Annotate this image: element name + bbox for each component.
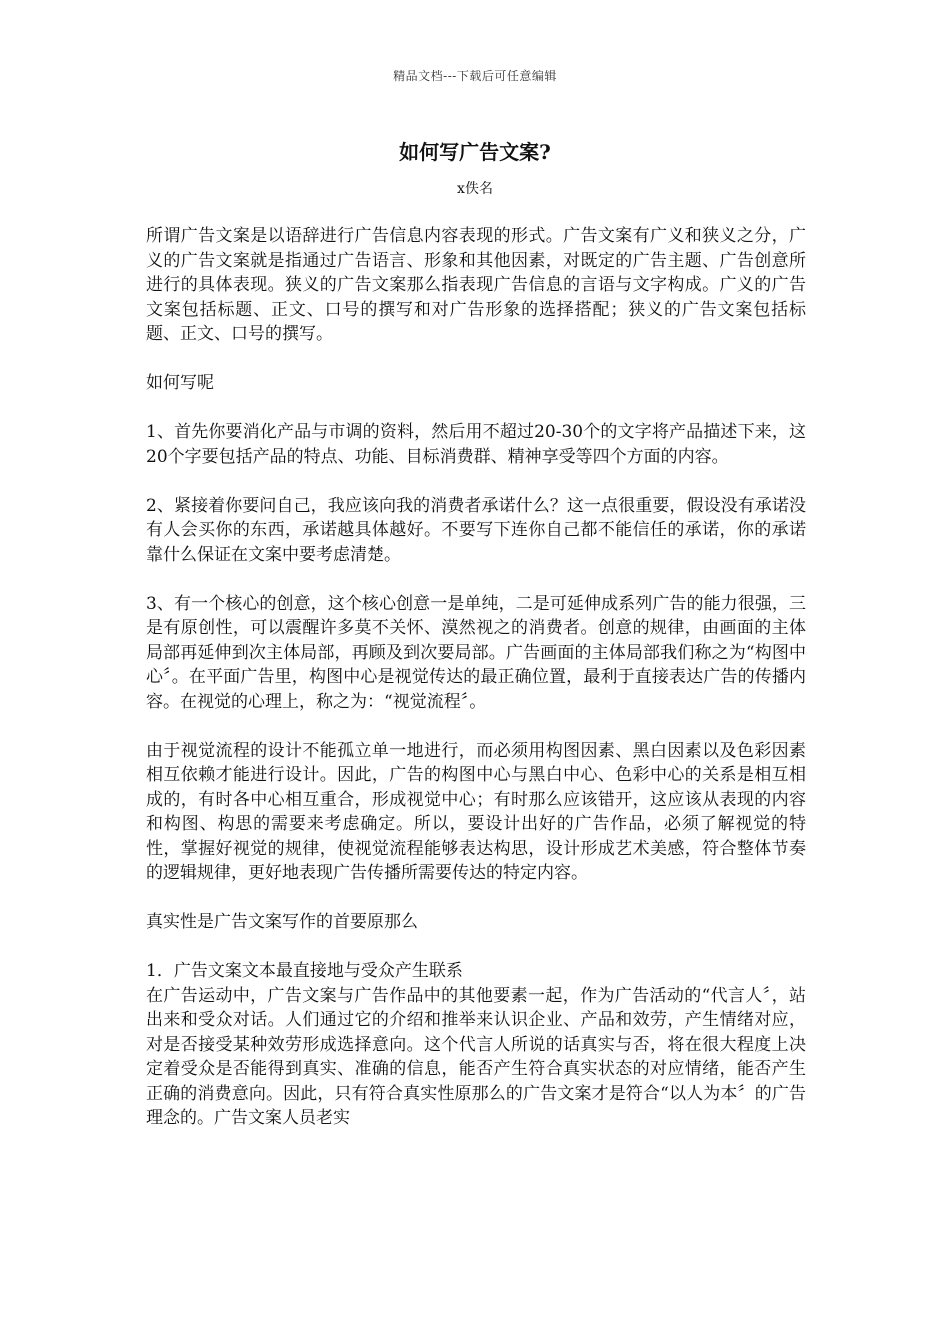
- document-body: [146, 224, 806, 1131]
- header-note: 精品文档---下载后可任意编辑: [393, 69, 557, 83]
- paragraph-point-1-body: 在广告运动中，广告文案与广告作品中的其他要素一起，作为广告活动的“代言人〞，站出来和受众对话。人们通过它的介绍和推举来认识企业、产品和效劳，产生情绪对应，对是否接受某种效劳形成选择意向。这个代言人所说的话真实与否，将在很大程度上决定着受众是否能得到真实、准确的信息，能否产生符合真实状态的对应情绪，能否产生正确的消费意向。因此，只有符合真实性原那么的广告文案才是符合“以人为本〞的广告理念的。广告文案人员老实: [146, 985, 806, 1128]
- subheading-point-1: 1．广告文案文本最直接地与受众产生联系: [146, 961, 463, 981]
- paragraph-step-2: 2、紧接着你要问自己，我应该向我的消费者承诺什么？这一点很重要，假设没有承诺没有人会买你的东西，承诺越具体越好。不要写下连你自己都不能信任的承诺，你的承诺靠什么保证在文案中要考虑清楚。: [146, 495, 806, 565]
- paragraph-visual-flow: 由于视觉流程的设计不能孤立单一地进行，而必须用构图因素、黑白因素以及色彩因素相互依赖才能进行设计。因此，广告的构图中心与黑白中心、色彩中心的关系是相互相成的，有时各中心相互重合，形成视觉中心；有时那么应该错开，这应该从表现的内容和构图、构思的需要来考虑确定。所以，要设计出好的广告作品，必须了解视觉的特性，掌握好视觉的规律，使视觉流程能够表达构思，设计形成艺术美感，符合整体节奏的逻辑规律，更好地表现广告传播所需要传达的特定内容。: [146, 740, 806, 883]
- paragraph-how-to: 如何写呢: [146, 373, 214, 393]
- author-line: x佚名: [457, 181, 493, 197]
- paragraph-step-1: 1、首先你要消化产品与市调的资料，然后用不超过20-30个的文字将产品描述下来，这20个字要包括产品的特点、功能、目标消费群、精神享受等四个方面的内容。: [146, 422, 806, 467]
- document-title: 如何写广告文案?: [399, 140, 551, 164]
- paragraph-intro: 所谓广告文案是以语辞进行广告信息内容表现的形式。广告文案有广义和狭义之分，广义的广告文案就是指通过广告语言、形象和其他因素，对既定的广告主题、广告创意所进行的具体表现。狭义的广告文案那么指表现广告信息的言语与文字构成。广义的广告文案包括标题、正文、口号的撰写和对广告形象的选择搭配；狭义的广告文案包括标题、正文、口号的撰写。: [146, 226, 806, 344]
- paragraph-step-3: 3、有一个核心的创意，这个核心创意一是单纯，二是可延伸成系列广告的能力很强，三是有原创性，可以震醒许多莫不关怀、漠然视之的消费者。创意的规律，由画面的主体局部再延伸到次主体局部，再顾及到次要局部。广告画面的主体局部我们称之为“构图中心〞。在平面广告里，构图中心是视觉传达的最正确位置，最利于直接表达广告的传播内容。在视觉的心理上，称之为：“视觉流程〞。: [146, 593, 806, 712]
- section-heading-truthfulness: 真实性是广告文案写作的首要原那么: [146, 912, 418, 932]
